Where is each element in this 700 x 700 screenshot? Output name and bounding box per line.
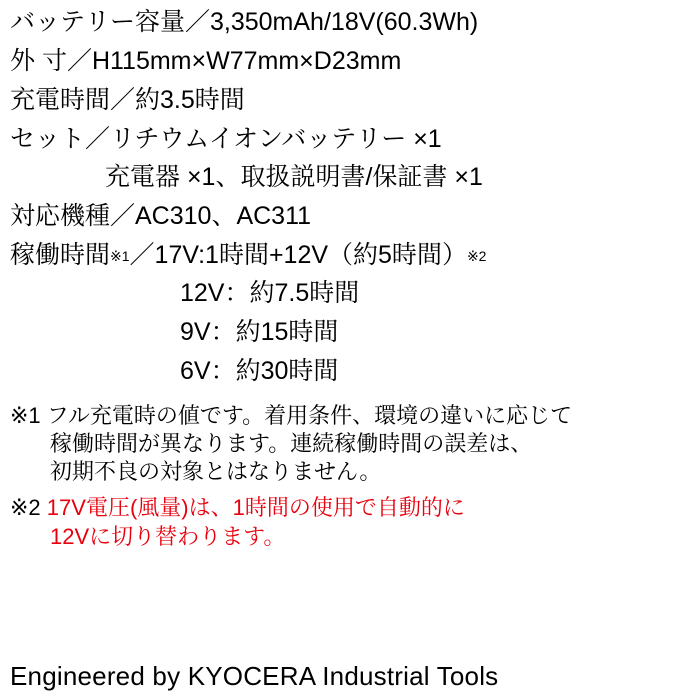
note-2 bbox=[10, 494, 700, 550]
spec-line-charge-time: 充電時間／約3.5時間 bbox=[10, 86, 245, 114]
note-2-line-1 bbox=[10, 494, 700, 522]
note-1 bbox=[10, 402, 700, 486]
note-2-line-2: 12Vに切り替わります。 bbox=[50, 523, 286, 549]
spec-line-set-contents: セット／リチウムイオンバッテリー ×1 bbox=[10, 125, 442, 153]
note-1-text-1: フル充電時の値です。着用条件、環境の違いに応じて bbox=[46, 403, 573, 428]
runtime-row-9v: 9V：約15時間 bbox=[180, 318, 339, 346]
spec-line-dimensions: 外 寸／H115mm×W77mm×D23mm bbox=[10, 47, 402, 75]
runtime-main: ／17V:1時間+12V（約5時間） bbox=[129, 241, 467, 269]
footer-engineered-by: Engineered by KYOCERA Industrial Tools bbox=[10, 661, 499, 691]
runtime-marker-1: ※1 bbox=[110, 248, 130, 264]
spec-line-battery-capacity: バッテリー容量／3,350mAh/18V(60.3Wh) bbox=[10, 8, 479, 36]
runtime-row-6v: 6V：約30時間 bbox=[180, 357, 339, 385]
note-2-text-1: 17V電圧(風量)は、1時間の使用で自動的に bbox=[46, 495, 465, 521]
spec-line-runtime bbox=[10, 243, 700, 268]
runtime-row-12v: 12V：約7.5時間 bbox=[180, 279, 360, 307]
note-2-marker: ※2 bbox=[10, 495, 41, 521]
note-1-line-3: 初期不良の対象とはなりません。 bbox=[50, 459, 382, 485]
note-1-line-1 bbox=[10, 402, 700, 430]
runtime-label: 稼働時間 bbox=[10, 241, 111, 269]
runtime-marker-2: ※2 bbox=[466, 248, 487, 264]
spec-line-compatible-models: 対応機種／AC310、AC311 bbox=[10, 202, 312, 230]
note-1-line-2: 稼働時間が異なります。連続稼働時間の誤差は、 bbox=[50, 431, 533, 457]
spec-line-set-contents-cont: 充電器 ×1、取扱説明書/保証書 ×1 bbox=[105, 163, 483, 191]
note-1-marker: ※1 bbox=[10, 403, 41, 428]
